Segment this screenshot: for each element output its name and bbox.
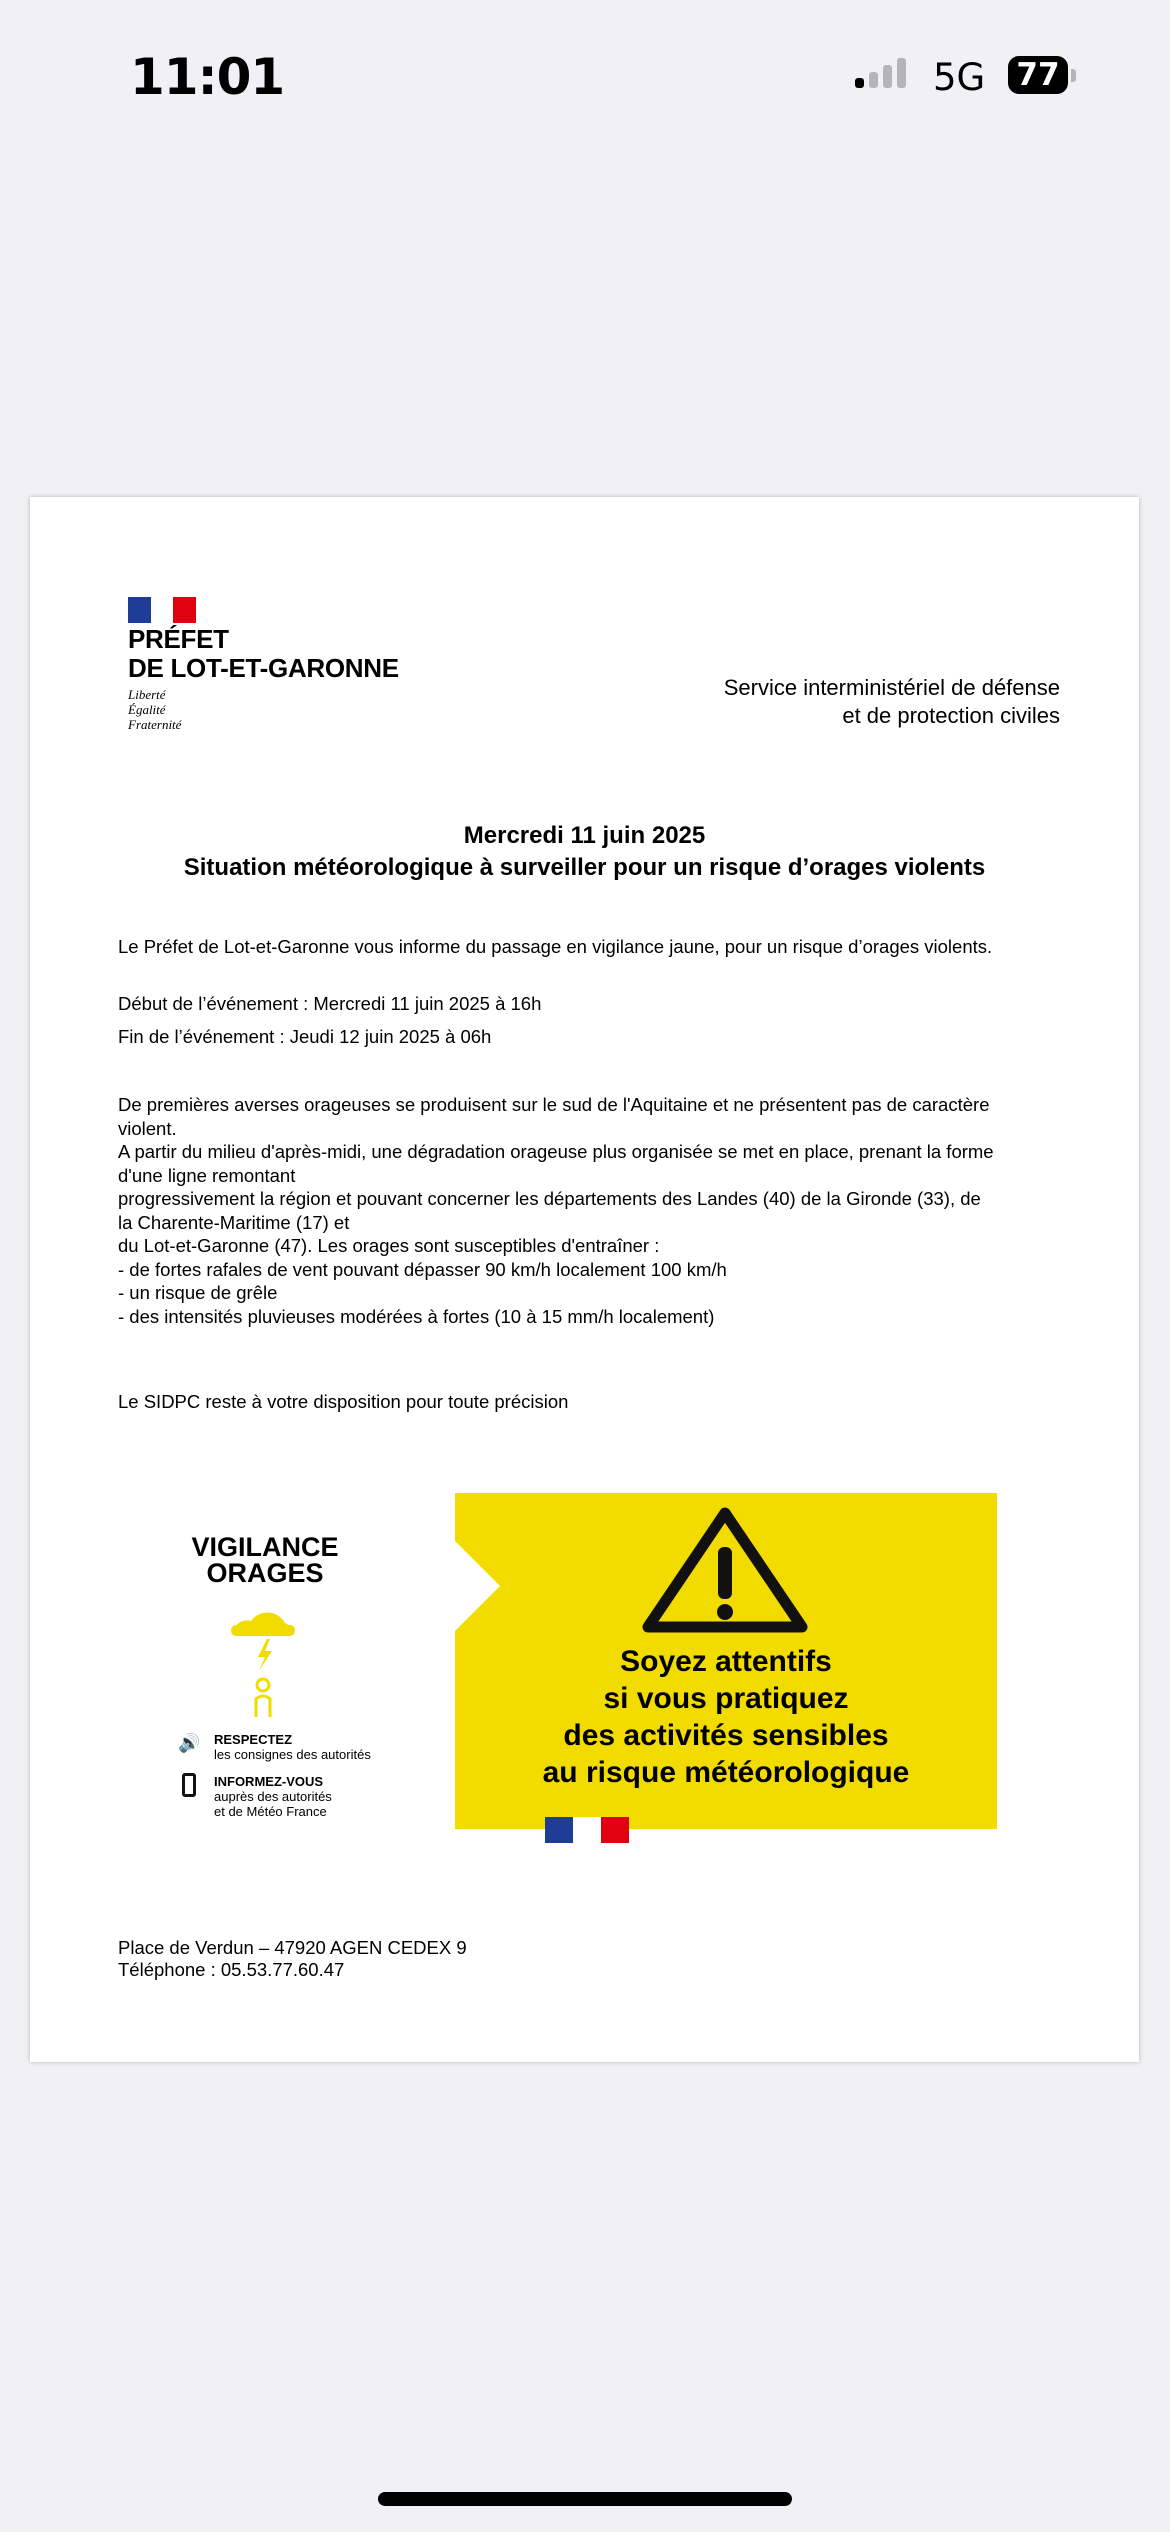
respectez-text: les consignes des autorités [214, 1747, 371, 1762]
details-line: progressivement la région et pouvant concerner les départements des Landes (40) de la Gironde (33), de la Charente-Maritime (17) et [118, 1188, 981, 1233]
signal-icon [855, 58, 906, 88]
details-line: De premières averses orageuses se produisent sur le sud de l'Aquitaine et ne présentent pas de caractère violent. [118, 1094, 990, 1139]
speaker-icon: 🔊 [178, 1733, 201, 1753]
informez-text: auprès des autorités [214, 1789, 332, 1804]
devise-line: Égalité [128, 702, 166, 717]
event-start: Début de l’événement : Mercredi 11 juin 2025 à 16h [118, 993, 542, 1014]
respectez-title: RESPECTEZ [214, 1732, 293, 1747]
devise [128, 687, 181, 732]
footer-address: Place de Verdun – 47920 AGEN CEDEX 9 [118, 1937, 467, 1958]
prefet-title [128, 625, 399, 683]
storm-cloud-icon [225, 1595, 305, 1725]
message-line: des activités sensibles [563, 1719, 889, 1752]
service-name [724, 674, 1060, 730]
respectez-block [214, 1732, 371, 1762]
vigilance-heading [180, 1534, 350, 1586]
title-date: Mercredi 11 juin 2025 [463, 822, 706, 849]
intro-text: Le Préfet de Lot-et-Garonne vous informe du passage en vigilance jaune, pour un risque d’orages violents. [118, 936, 993, 957]
title-subject: Situation météorologique à surveiller pour un risque d’orages violents [183, 854, 986, 881]
document-title [30, 820, 1139, 884]
service-line: et de protection civiles [842, 703, 1060, 728]
heading-line: ORAGES [206, 1558, 324, 1588]
prefet-line: DE LOT-ET-GARONNE [128, 653, 399, 683]
details-line: A partir du milieu d'après-midi, une dégradation orageuse plus organisée se met en place, prenant la forme d'une ligne remontant [118, 1141, 994, 1186]
battery-nub [1071, 69, 1076, 82]
details [118, 1093, 998, 1328]
marianne-logo [545, 1817, 629, 1843]
message-line: si vous pratiquez [603, 1682, 849, 1715]
document-page [30, 497, 1139, 2062]
marianne-logo [128, 597, 196, 623]
warning-icon [640, 1505, 810, 1635]
vigilance-panel [455, 1493, 997, 1829]
message-line: Soyez attentifs [620, 1645, 832, 1678]
informez-block [214, 1774, 332, 1819]
heading-line: VIGILANCE [191, 1532, 339, 1562]
vigilance-message [455, 1643, 997, 1791]
panel-notch [455, 1541, 500, 1631]
informez-title: INFORMEZ-VOUS [214, 1774, 324, 1789]
footer [118, 1937, 1048, 1981]
closing-text: Le SIDPC reste à votre disposition pour toute précision [118, 1391, 569, 1412]
details-line: - un risque de grêle [118, 1282, 278, 1303]
devise-line: Liberté [128, 687, 166, 702]
footer-phone: Téléphone : 05.53.77.60.47 [118, 1959, 345, 1980]
service-line: Service interministériel de défense [723, 675, 1060, 700]
devise-line: Fraternité [128, 717, 182, 732]
phone-icon [182, 1773, 196, 1797]
details-line: - des intensités pluvieuses modérées à fortes (10 à 15 mm/h localement) [118, 1305, 715, 1327]
status-time: 11:01 [130, 48, 285, 106]
battery-icon: 77 [1008, 56, 1068, 94]
message-line: au risque météorologique [542, 1756, 910, 1789]
informez-text: et de Météo France [214, 1804, 327, 1819]
details-line: - de fortes rafales de vent pouvant dépasser 90 km/h localement 100 km/h [118, 1258, 727, 1280]
event-end: Fin de l’événement : Jeudi 12 juin 2025 à 06h [118, 1026, 492, 1047]
details-line: du Lot-et-Garonne (47). Les orages sont susceptibles d'entraîner : [118, 1235, 660, 1256]
home-indicator[interactable] [378, 2492, 792, 2506]
prefet-line: PRÉFET [128, 624, 229, 654]
network-label: 5G [933, 56, 986, 99]
